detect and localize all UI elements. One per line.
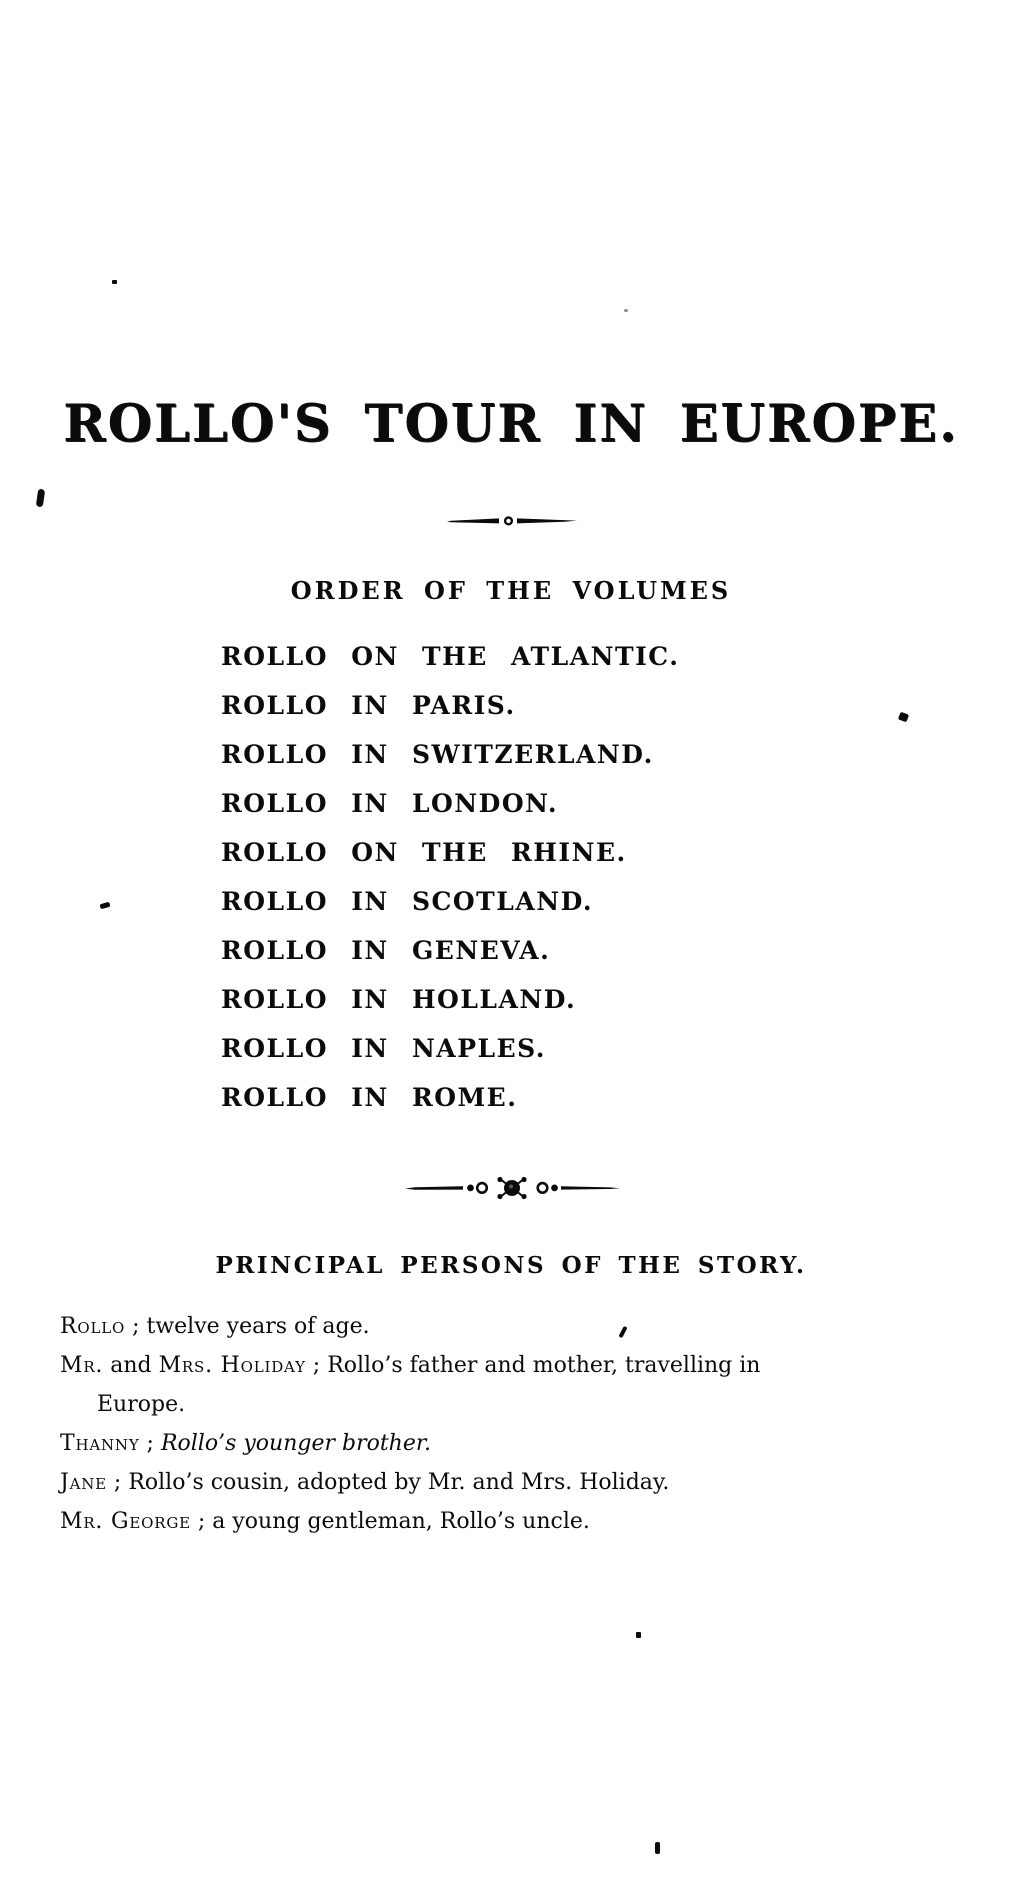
volume-item: ROLLO IN GENEVA. <box>221 936 551 965</box>
volume-item: ROLLO IN LONDON. <box>221 789 559 818</box>
volume-list <box>221 632 679 1122</box>
person-entry <box>60 1502 970 1541</box>
person-entry <box>60 1346 970 1424</box>
person-name: Mrs. Holiday <box>158 1353 306 1378</box>
person-desc: and <box>103 1353 159 1378</box>
person-desc: ; a young gentleman, Rollo’s uncle. <box>190 1509 590 1534</box>
ink-speck <box>655 1842 660 1854</box>
volume-item: ROLLO IN ROME. <box>221 1083 518 1112</box>
volume-item: ROLLO IN PARIS. <box>221 691 516 720</box>
volume-item: ROLLO ON THE RHINE. <box>221 838 627 867</box>
volume-item: ROLLO IN HOLLAND. <box>221 985 577 1014</box>
persons-list <box>60 1307 970 1541</box>
person-name: Mr. <box>60 1353 104 1378</box>
person-desc-continuation: Europe. <box>97 1392 186 1417</box>
divider-ornament-icon <box>447 512 577 530</box>
ink-speck <box>898 712 909 723</box>
volume-item: ROLLO ON THE ATLANTIC. <box>221 642 680 671</box>
person-name: Thanny <box>60 1431 140 1456</box>
ink-speck <box>112 280 117 284</box>
volume-item: ROLLO IN SWITZERLAND. <box>221 740 654 769</box>
person-name: Jane <box>60 1470 107 1495</box>
ink-speck <box>636 1632 641 1638</box>
divider-ornament-icon <box>405 1175 620 1201</box>
person-entry <box>60 1463 970 1502</box>
order-of-volumes-heading: ORDER OF THE VOLUMES <box>290 576 732 605</box>
person-desc: ; Rollo’s cousin, adopted by Mr. and Mrs. Holiday. <box>106 1470 670 1495</box>
person-entry <box>60 1307 970 1346</box>
person-desc: ; twelve years of age. <box>125 1314 370 1339</box>
person-name: Mr. George <box>60 1509 191 1534</box>
volume-item: ROLLO IN SCOTLAND. <box>221 887 594 916</box>
ink-speck <box>36 489 45 508</box>
person-desc: Rollo’s younger brother. <box>160 1431 431 1456</box>
page-title: ROLLO'S TOUR IN EUROPE. <box>63 394 959 454</box>
person-entry <box>60 1424 970 1463</box>
person-desc: ; Rollo’s father and mother, travelling in <box>305 1353 761 1378</box>
person-desc: ; <box>139 1431 161 1456</box>
ink-speck <box>624 309 628 312</box>
principal-persons-heading: PRINCIPAL PERSONS OF THE STORY. <box>215 1252 807 1279</box>
volume-item: ROLLO IN NAPLES. <box>221 1034 546 1063</box>
ink-speck <box>100 902 111 910</box>
person-name: Rollo <box>60 1314 126 1339</box>
